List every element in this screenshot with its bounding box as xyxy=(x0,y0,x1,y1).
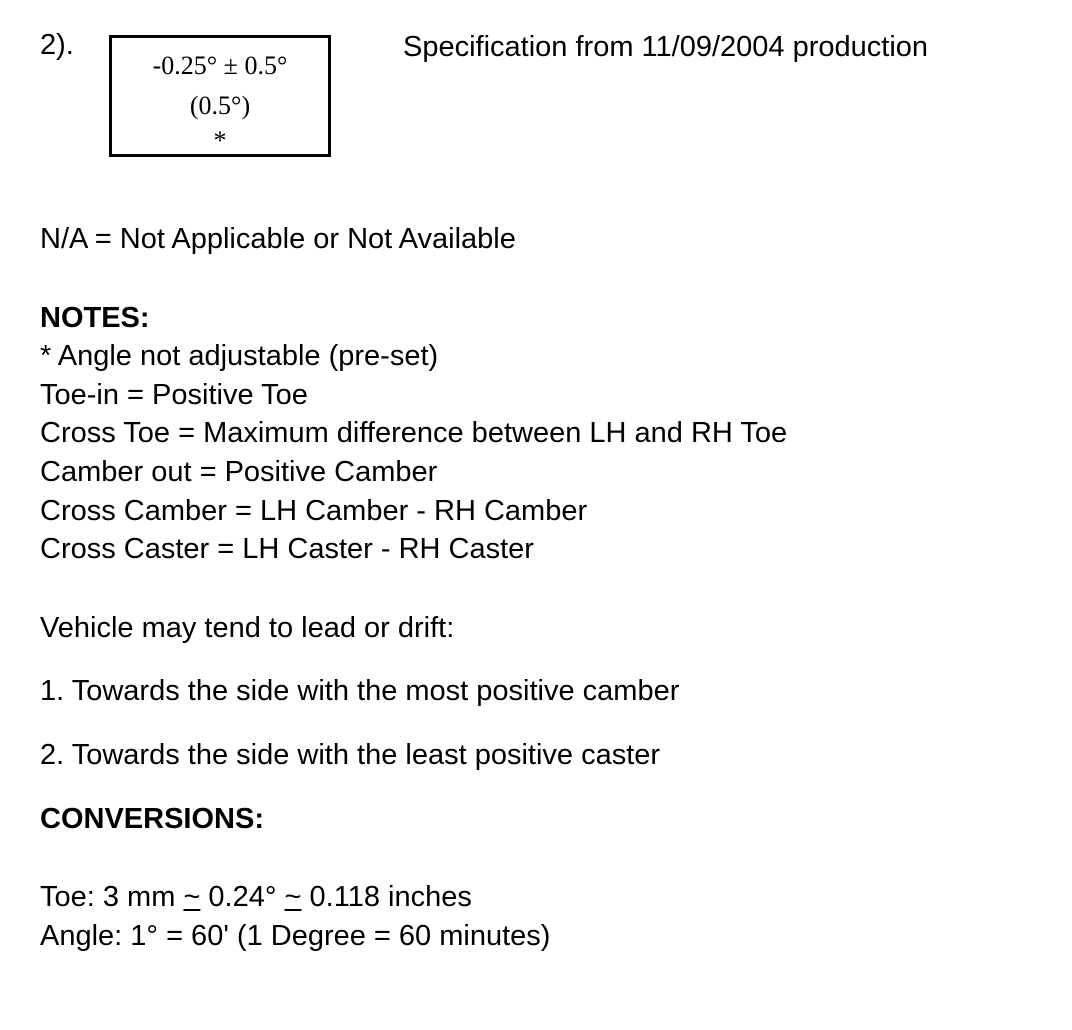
drift-item: 1. Towards the side with the most positive camber xyxy=(40,675,680,707)
conversions-heading: CONVERSIONS: xyxy=(40,803,264,835)
approx-symbol: ~ xyxy=(183,881,201,913)
spec-box xyxy=(109,35,331,157)
spec-value: -0.25° ± 0.5° xyxy=(152,51,288,80)
angle-conversion: Angle: 1° = 60' (1 Degree = 60 minutes) xyxy=(40,920,551,952)
spec-marker: * xyxy=(213,126,227,155)
drift-item: 2. Towards the side with the least positive caster xyxy=(40,739,661,771)
note-item: Toe-in = Positive Toe xyxy=(40,379,308,411)
note-item: Camber out = Positive Camber xyxy=(40,456,438,488)
toe-conversion xyxy=(40,878,472,917)
na-legend: N/A = Not Applicable or Not Available xyxy=(40,223,516,255)
note-item: Cross Caster = LH Caster - RH Caster xyxy=(40,533,534,565)
item-number: 2). xyxy=(40,29,74,61)
note-item: * Angle not adjustable (pre-set) xyxy=(40,340,439,372)
drift-intro: Vehicle may tend to lead or drift: xyxy=(40,612,455,644)
approx-symbol: ~ xyxy=(284,881,302,913)
note-item: Cross Toe = Maximum difference between LH and RH Toe xyxy=(40,417,788,449)
toe-prefix: Toe: 3 mm xyxy=(40,881,184,913)
spec-note: Specification from 11/09/2004 production xyxy=(403,31,929,63)
spec-cross-value: (0.5°) xyxy=(189,91,251,120)
note-item: Cross Camber = LH Camber - RH Camber xyxy=(40,495,588,527)
notes-heading: NOTES: xyxy=(40,302,150,334)
toe-inch-value: 0.118 inches xyxy=(301,881,472,913)
toe-deg-value: 0.24° xyxy=(200,881,285,913)
